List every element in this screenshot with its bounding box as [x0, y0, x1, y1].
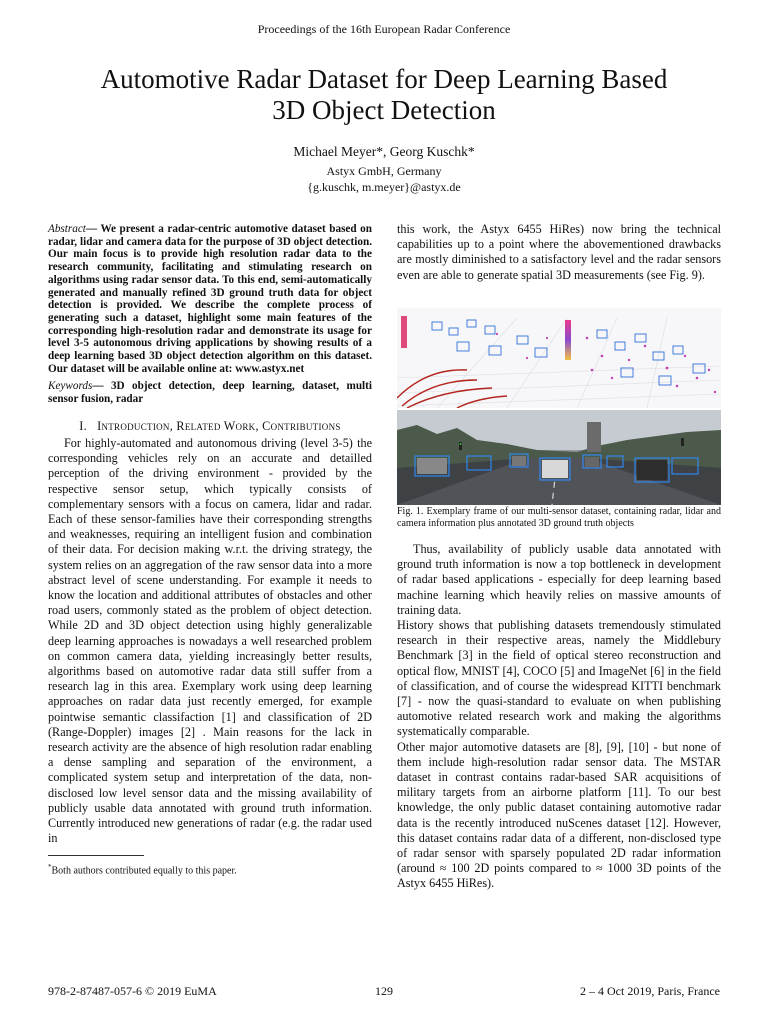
abstract-label: Abstract: [48, 223, 86, 235]
keywords-dash: —: [92, 380, 104, 392]
body-right-column: [397, 542, 721, 892]
section-title: Introduction, Related Work, Contributions: [97, 419, 341, 433]
author-emails: {g.kuschk, m.meyer}@astyx.de: [307, 179, 461, 194]
footnote-mark: *: [48, 863, 52, 871]
body-right-top: [397, 222, 721, 283]
page-number: 129: [375, 984, 393, 998]
footnote-text: Both authors contributed equally to this paper.: [51, 865, 237, 877]
title-line-2: 3D Object Detection: [272, 95, 496, 125]
paragraph: Thus, availability of publicly usable data annotated with ground truth information is now a top bottleneck in development of radar based applications - especially for deep learning based machine learning which heavily relies on massive amounts of training data.: [397, 542, 721, 617]
pointcloud-svg: [397, 308, 721, 408]
section-heading: [48, 419, 372, 434]
author-names: Michael Meyer*, Georg Kuschk*: [293, 144, 475, 159]
paragraph: Other major automotive datasets are [8], [9], [10] - but none of them include high-resolution radar sensor data. The MSTAR dataset in contrast contains radar-based SAR acquisitions of military targets from an airborne platform [11]. To our best knowledge, the only public dataset containing automotive radar data is the recently introduced nuScenes dataset [12]. However, this dataset contains radar data of a different, non-disclosed type of radar sensor with sparsely populated 2D radar information (around ≈ 100 2D points compared to ≈ 1000 3D points of the Astyx 6455 HiRes).: [397, 739, 721, 891]
abstract: [48, 223, 372, 375]
body-left-column: [48, 436, 372, 846]
footnote-rule: [48, 855, 144, 856]
camera-scene-svg: [397, 410, 721, 505]
paragraph: History shows that publishing datasets tremendously stimulated research in their respective areas, namely the Middlebury Benchmark [3] in the field of optical stereo reconstruction and optical flow, MNIST [4], COCO [5] and ImageNet [6] in the field of classification, and of course the widespread KITTI benchmark [7] - now the quasi-standard to evaluate on when publishing automotive related research work and making the algorithms systematically comparable.: [397, 618, 721, 739]
section-number: I.: [79, 419, 88, 433]
figure-1: [397, 308, 721, 505]
keywords-label: Keywords: [48, 380, 93, 392]
footnote: [48, 861, 372, 877]
footer-isbn: 978-2-87487-057-6 © 2019 EuMA: [48, 984, 217, 998]
paragraph: this work, the Astyx 6455 HiRes) now bring the technical capabilities up to a point where the abovementioned drawbacks are mostly diminished to a satisfactory level and the radar sensors even are able to generate spatial 3D measurements (see Fig. 9).: [397, 222, 721, 282]
author-affiliation-block: [0, 164, 768, 195]
abstract-dash: —: [85, 223, 98, 235]
conference-header: Proceedings of the 16th European Radar Conference: [257, 22, 511, 36]
abstract-text: We present a radar-centric automotive dataset based on radar, lidar and camera data for the purpose of 3D object detection. Our main focus is to provide high resolution radar data to the research community, facilitating and stimulating research on algorithms using radar sensor data. To this end, semi-automatically generated and manually refined 3D ground truth data for object detection is provided. We describe the complete process of generating such a dataset, highlight some main features of the corresponding high-resolution radar and demonstrate its usage for level 3-5 autonomous driving applications by showing results of a deep learning based 3D object detection algorithm on this dataset. Our dataset will be available online at: www.astyx.net: [48, 223, 372, 375]
keywords: [48, 380, 372, 405]
title-line-1: Automotive Radar Dataset for Deep Learning Based: [100, 64, 668, 94]
affiliation: Astyx GmbH, Germany: [326, 164, 442, 178]
footer-date: 2 – 4 Oct 2019, Paris, France: [580, 984, 720, 998]
camera-image: [397, 410, 721, 505]
paper-title: [0, 64, 768, 126]
radar-lidar-pointcloud-image: [397, 308, 721, 408]
paragraph: For highly-automated and autonomous driving (level 3-5) the corresponding vehicles rely on an accurate and detailled perception of the driving environment - provided by the respective sensor setup, which typically consists of complementary sensors with a focus on camera, lidar and radar. Each of these sensor-families have their corresponding strengths and weaknesses, requiring an intelligent fusion and combination of their data. For decision making w.r.t. the driving strategy, the system relies on an aggregation of the raw sensor data into a more abstract level of scene understanding. For example it needs to know the location and additional attributes of obstacles and other road users, commonly stated as the problem of object detection. While 2D and 3D object detection using highly generalizable deep learning approaches is nowadays a well researched problem on common camera data, yielding increasingly better results, algorithms based on automotive radar data still suffer from a research lag in this area. Exemplary work using deep learning approaches on radar data just recently emerged, for example pointwise semantic classifaction [1] and classification of 2D (Range-Doppler) images [2] . Main reasons for the lack in research activity are the absence of high resolution radar enabling a dense sampling and separation of the environment, a complicated system setup and interpretation of the data, non-disclosed low level sensor data and the missing availability of publicly usable data annotated with ground truth information. Currently introduced new generations of radar (e.g. the radar used in: [48, 436, 372, 846]
figure-caption: Fig. 1. Exemplary frame of our multi-sensor dataset, containing radar, lidar and camera information plus annotated 3D ground truth objects: [397, 506, 721, 529]
keywords-text: 3D object detection, deep learning, dataset, multi sensor fusion, radar: [48, 380, 373, 405]
